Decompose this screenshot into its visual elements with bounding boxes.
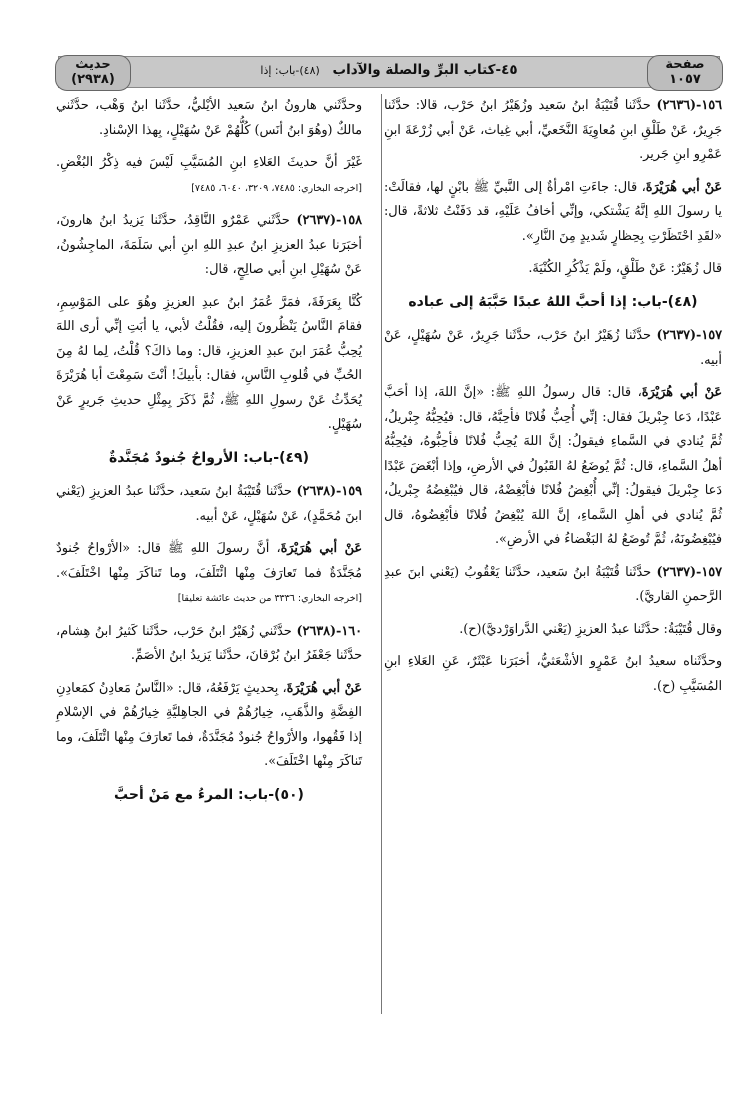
right-paragraph: ١٥٧-(٢٦٣٧) حدَّثَنا زُهَيْرُ ابنُ حَرْب، حدَّثَنا جَرِيرٌ، عَنْ سُهَيْلٍ، عَنْ أبيه. bbox=[384, 328, 722, 368]
left-paragraph: ١٥٩-(٢٦٣٨) حدَّثَنا قُتَيْبَةُ ابنُ سَعيد، حدَّثَنا عبدُ العزيزِ (يَعْني ابنَ مُحَمَّدٍ)، عَنْ سُهَيْلٍ، عَنْ أبيه. bbox=[56, 484, 362, 524]
right-paragraph: قال زُهَيْرٌ: عَنْ طَلْقٍ، ولَمْ يَذْكُرِ الكُنْيَةَ. bbox=[528, 261, 722, 276]
page-number: ١٠٥٧ bbox=[669, 72, 701, 87]
column-divider bbox=[381, 94, 382, 1014]
right-paragraph: ١٥٦-(٢٦٣٦) حدَّثَنا قُتَيْبَةُ ابنُ سَعيد وزُهَيْرُ ابنُ حَرْب، قالا: حدَّثَنا جَرِيرٌ، عَنْ طَلْقِ ابنِ مُعاوِيَةَ النَّخَعيِّ، أبي غِياث، عَنْ أبي زُرْعَةَ ابنِ عَمْرِو ابنِ جَرير. bbox=[384, 98, 722, 162]
page-number-box bbox=[647, 55, 723, 91]
left-paragraph: ١٥٨-(٢٦٣٧) حدَّثَني عَمْرٌو النَّاقِدُ، حدَّثَنا يَزيدُ ابنُ هارونَ، أخبَرَنا عبدُ العزيزِ ابنُ عبدِ اللهِ ابنِ أبي سَلَمَةَ، الماجِشُونُ، عَنْ سُهَيْلِ ابنِ أبي صالِحٍ، قال: bbox=[56, 213, 362, 277]
left-paragraph: عَنْ أبي هُرَيْرَةَ، أنَّ رسولَ اللهِ ﷺ قال: «الأرْواحُ جُنودٌ مُجَنَّدَةٌ فما تَعارَفَ مِنْها ائْتَلَفَ، وما تَناكَرَ مِنْها اخْتَلَفَ». [اخرجه البخاري: ٣٣٣٦ من حديث عائشة تعليقا] bbox=[56, 541, 362, 604]
left-paragraph: غَيْرَ أنَّ حديثَ العَلاءِ ابنِ المُسَيَّبِ لَيْسَ فيه ذِكْرُ البُغْضِ. [اخرجه البخاري: ٧٤٨٥، ٣٢٠٩، ٦٠٤٠، ٧٤٨٥] bbox=[56, 155, 362, 194]
chapter-heading: (٥٠)-باب: المرءُ مع مَنْ أحبَّ bbox=[114, 786, 304, 803]
left-paragraph: وحدَّثَني هارونُ ابنُ سَعيد الأيْليُّ، حدَّثَنا ابنُ وَهْب، حدَّثَني مالكٌ (وهُوَ ابنُ أنَس) كُلُّهُمْ عَنْ سُهَيْلٍ، بِهذا الإسْنادِ. bbox=[56, 98, 362, 138]
running-title bbox=[145, 62, 633, 78]
page-header bbox=[58, 56, 720, 88]
right-paragraph: وقال قُتَيْبَةُ: حدَّثَنا عبدُ العزيزِ (يَعْني الدَّراوَرْديَّ)(ح). bbox=[459, 621, 722, 637]
left-paragraph: كُنَّا بِعَرَفَةَ، فمَرَّ عُمَرُ ابنُ عبدِ العزيزِ وهُوَ على المَوْسِمِ، فقامَ النَّاسُ يَنْظُرونَ إليه، فقُلْتُ لأبي، يا أبَتِ إنِّي أرى اللهَ يُحِبُّ عُمَرَ ابنَ عبدِ العزيزِ، قال: وما ذاكَ؟ قُلْتُ، لِما لهُ مِنَ الحُبِّ في قُلوبِ النَّاسِ، فقال: بأبيكَ! أنْتَ سَمِعْتَ أبا هُرَيْرَةَ يُحَدِّثُ عَنْ رسولِ اللهِ ﷺ، ثُمَّ ذَكَرَ بِمِثْلِ حديثِ جَريرٍ عَنْ سُهَيْلٍ. bbox=[56, 294, 362, 432]
chapter-heading: (٤٩)-باب: الأرواحُ جُنودٌ مُجَنَّدةٌ bbox=[109, 449, 309, 466]
right-paragraph: عَنْ أبي هُرَيْرَةَ، قال: قال رسولُ اللهِ ﷺ: «إنَّ اللهَ، إذا أحَبَّ عَبْدًا، دَعا جِبْريلَ فقال: إنِّي أُحِبُّ فُلانًا فأحِبَّهُ، قال: فيُحِبُّهُ جِبْريلُ، ثُمَّ يُنادي في السَّماءِ فيقولُ: إنَّ اللهَ يُحِبُّ فُلانًا فأحِبُّوهُ، فيُحِبُّهُ أهلُ السَّماءِ، قال: ثُمَّ يُوضَعُ لهُ القَبُولُ في الأرضِ، وإذا أبْغَضَ عَبْدًا دَعا جِبْريلَ فيقولُ: إنِّي أُبْغِضُ فُلانًا فأبْغِضْهُ، قال فيُبْغِضُهُ جِبْريلُ، ثُمَّ يُنادي في أهلِ السَّماءِ، إنَّ اللهَ يُبْغِضُ فُلانًا فأبْغِضُوهُ، قال فيُبْغِضُونَهُ، ثُمَّ تُوضَعُ لهُ البَغْضاءُ في الأرضِ». bbox=[384, 385, 722, 547]
left-column bbox=[56, 94, 362, 817]
hadith-number-box bbox=[55, 55, 131, 91]
right-column bbox=[384, 94, 722, 707]
hadith-label: حديث bbox=[75, 57, 111, 72]
book-title: ٤٥-كتاب البرِّ والصلة والآداب bbox=[332, 62, 518, 78]
right-paragraph: عَنْ أبي هُرَيْرَةَ، قال: جاءَتِ امْرأةٌ إلى النَّبيِّ ﷺ بابْنٍ لها، فقالَتْ: يا رسولَ اللهِ إنَّهُ يَشْتكي، وإنِّي أخافُ عَلَيْهِ، قد دَفَنْتُ ثلاثةً، قال: «لقَدِ احْتَظَرْتِ بِحِظارٍ شَديدٍ مِنَ النَّارِ». bbox=[384, 179, 722, 244]
page-label: صفحة bbox=[665, 57, 705, 72]
chapter-title: (٤٨)-باب: إذا bbox=[260, 64, 320, 77]
right-paragraph: وحدَّثَناه سعيدُ ابنُ عَمْرٍو الأشْعَثيُّ، أخبَرَنا عَبْثَرٌ، عَنِ العَلاءِ ابنِ المُسَيَّبِ (ح). bbox=[384, 654, 722, 694]
left-paragraph: عَنْ أبي هُرَيْرَةَ، بِحديثٍ يَرْفَعُهُ، قال: «النَّاسُ مَعادِنُ كمَعادِنِ الفِضَّةِ والذَّهَبِ، خِيارُهُمْ في الجاهِليَّةِ خِيارُهُمْ في الإسْلامِ إذا فَقُهوا، والأرْواحُ جُنودٌ مُجَنَّدَةٌ، فما تَعارَفَ مِنْها ائْتَلَفَ، وما تَناكَرَ مِنْها اخْتَلَفَ». bbox=[56, 680, 362, 769]
left-paragraph: ١٦٠-(٢٦٣٨) حدَّثَني زُهَيْرُ ابنُ حَرْب، حدَّثَنا كَثيرُ ابنُ هِشام، حدَّثَنا جَعْفَرُ ابنُ بُرْقانَ، حدَّثَنا يَزيدُ ابنُ الأصَمِّ. bbox=[56, 623, 362, 663]
hadith-number: (٢٩٣٨) bbox=[71, 72, 115, 87]
chapter-heading: (٤٨)-باب: إذا أحبَّ اللهُ عبدًا حَبَّبَهُ إلى عباده bbox=[408, 293, 698, 310]
right-paragraph: ١٥٧-(٢٦٣٧) حدَّثَنا قُتَيْبَةُ ابنُ سَعيد، حدَّثَنا يَعْقُوبُ (يَعْني ابنَ عبدِ الرَّحمنِ القاريَّ). bbox=[384, 564, 722, 604]
